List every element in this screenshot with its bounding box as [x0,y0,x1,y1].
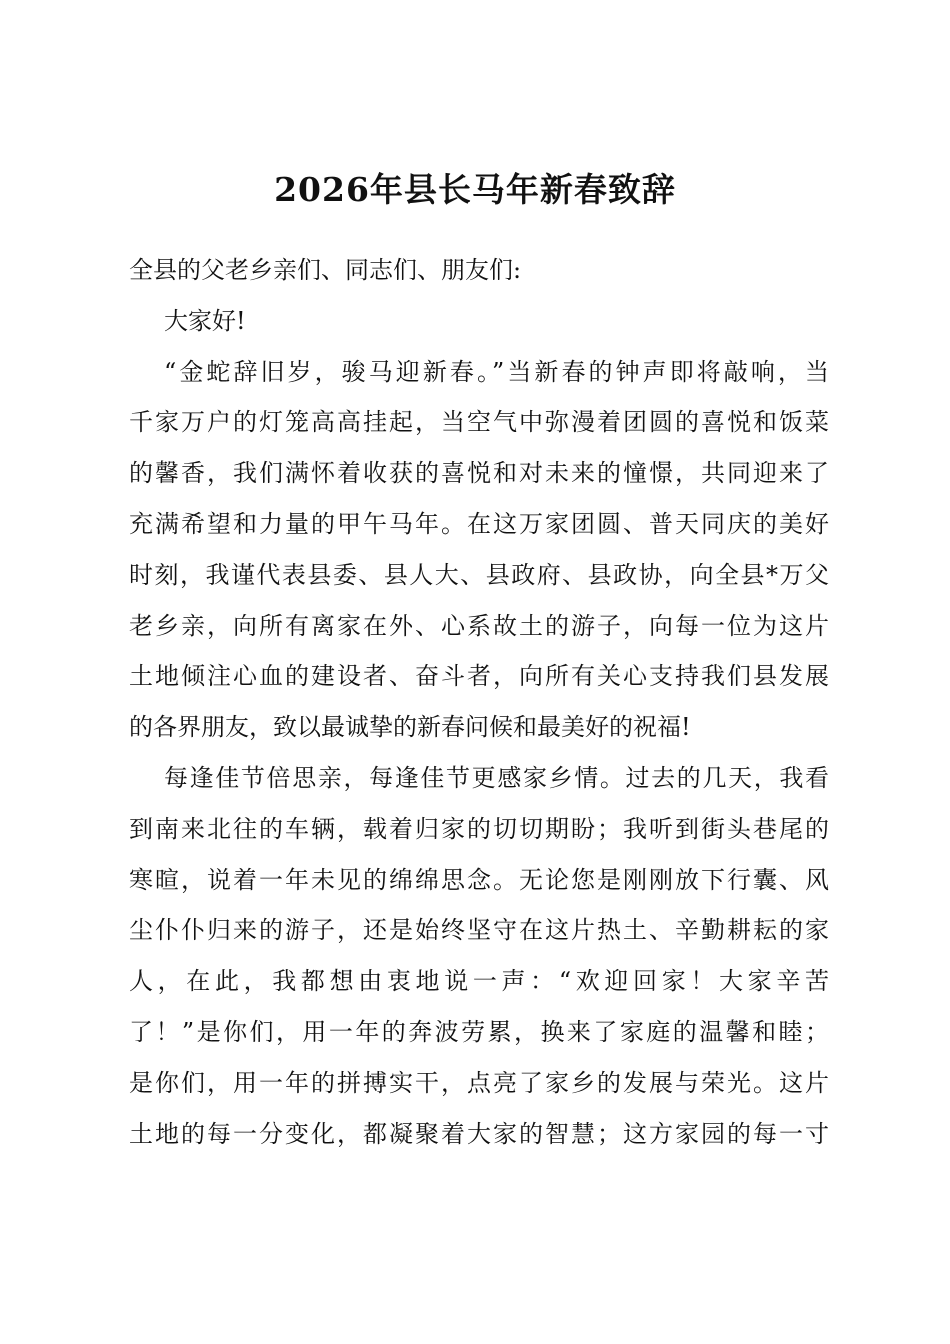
paragraph-2 [129,760,829,1166]
paragraph-line: 的各界朋友，致以最诚挚的新春问候和最美好的祝福! [129,713,691,742]
paragraph-line: 尘仆仆归来的游子，还是始终坚守在这片热土、辛勤耕耘的家 [129,916,829,945]
paragraph-line: 每逢佳节倍思亲，每逢佳节更感家乡情。过去的几天，我看 [164,763,829,792]
paragraph-line: 时刻，我谨代表县委、县人大、县政府、县政协，向全县*万父 [129,560,829,589]
paragraph-line: “金蛇辞旧岁，骏马迎新春。”当新春的钟声即将敲响，当 [164,357,829,386]
paragraph-line: 寒暄，说着一年未见的绵绵思念。无论您是刚刚放下行囊、风 [129,865,829,894]
paragraph-line: 人，在此，我都想由衷地说一声：“欢迎回家！大家辛苦 [129,967,829,996]
paragraph-line: 了！”是你们，用一年的奔波劳累，换来了家庭的温馨和睦； [129,1017,829,1046]
paragraph-line: 的馨香，我们满怀着收获的喜悦和对未来的憧憬，共同迎来了 [129,459,829,488]
paragraph-line: 老乡亲，向所有离家在外、心系故土的游子，向每一位为这片 [129,611,829,640]
document-body [129,252,829,1166]
paragraph-line: 土地的每一分变化，都凝聚着大家的智慧；这方家园的每一寸 [129,1119,829,1148]
greeting-line: 大家好! [164,306,246,335]
paragraph-line: 千家万户的灯笼高高挂起，当空气中弥漫着团圆的喜悦和饭菜 [129,408,829,437]
paragraph-line: 充满希望和力量的甲午马年。在这万家团圆、普天同庆的美好 [129,509,829,538]
document-title: 2026年县长马年新春致辞 [274,170,676,209]
paragraph-line: 土地倾注心血的建设者、奋斗者，向所有关心支持我们县发展 [129,662,829,691]
salutation-line: 全县的父老乡亲们、同志们、朋友们: [129,256,522,284]
paragraph-line: 到南来北往的车辆，载着归家的切切期盼；我听到街头巷尾的 [129,814,829,843]
paragraph-line: 是你们，用一年的拼搏实干，点亮了家乡的发展与荣光。这片 [129,1068,829,1097]
paragraph-1 [129,354,829,760]
